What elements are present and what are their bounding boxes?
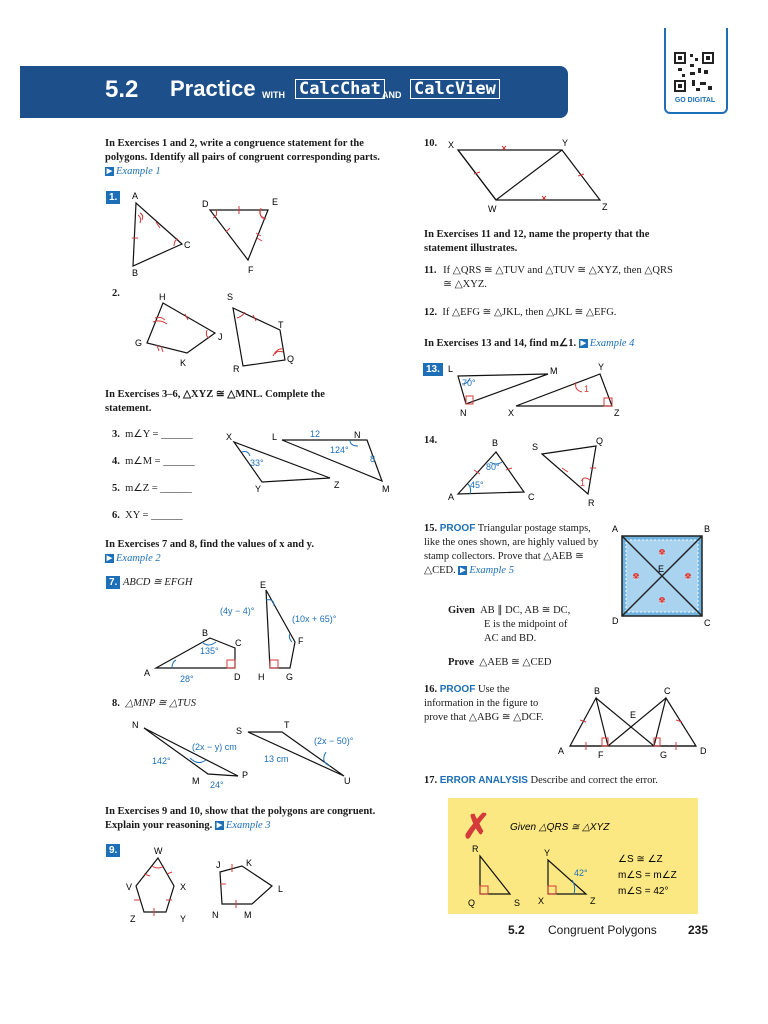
exercise-12-text: If △EFG ≅ △JKL, then △JKL ≅ △EFG. (442, 307, 617, 318)
label-D: D (234, 672, 241, 682)
exercise-number-9[interactable]: 9. (106, 844, 120, 857)
exercise-12 (424, 306, 694, 320)
label-V: V (126, 882, 133, 892)
label-M: M (550, 366, 558, 376)
instruction-ex13-14 (424, 337, 694, 351)
side-13cm: 13 cm (264, 754, 289, 764)
label-Q: Q (596, 436, 604, 446)
label-Y: Y (255, 484, 262, 494)
label-W: W (154, 846, 163, 856)
label-J: J (216, 860, 221, 870)
label-C: C (235, 638, 242, 648)
label-T: T (284, 720, 290, 730)
angle-135: 135° (200, 646, 219, 656)
expression-2x-50: (2x − 50)° (314, 736, 354, 746)
label-E: E (272, 197, 279, 207)
label-M: M (382, 484, 390, 494)
exercise-number-13[interactable]: 13. (423, 363, 443, 376)
figure-ex1 (118, 188, 298, 278)
svg-text:☆: ☆ (684, 572, 693, 582)
label-L: L (272, 432, 278, 442)
label-S: S (236, 726, 243, 736)
label-C: C (528, 492, 535, 502)
exercise-number-2: 2. (112, 288, 120, 299)
exercise-number-16: 16. (424, 684, 438, 695)
label-E: E (658, 564, 665, 574)
svg-text:☆: ☆ (632, 572, 641, 582)
label-N: N (212, 910, 219, 920)
label-Z: Z (334, 480, 340, 490)
figure-ex10 (442, 136, 622, 216)
label-Y: Y (598, 362, 605, 372)
exercise-15 (424, 522, 604, 578)
angle-142: 142° (152, 756, 171, 766)
example-link-icon: ▶ (216, 822, 223, 830)
label-G: G (286, 672, 294, 682)
exercise-8-text: △MNP ≅ △TUS (125, 698, 196, 709)
label-P: P (242, 770, 249, 780)
exercise-number-17: 17. (424, 775, 438, 786)
instruction-text: In Exercises 9 and 10, show that the polygons are congruent. Explain your reasoning. (105, 806, 376, 831)
label-N: N (460, 408, 467, 418)
label-M: M (244, 910, 252, 920)
label-A: A (448, 492, 455, 502)
instruction-ex9-10 (105, 805, 395, 833)
label-L: L (278, 884, 284, 894)
figure-ex2 (125, 288, 305, 378)
given-line-1: AB ∥ DC, AB ≅ DC, (480, 605, 571, 616)
label-X: X (538, 896, 545, 906)
angle-1: 1 (584, 384, 590, 394)
label-W: W (488, 204, 497, 214)
exercise-number-7[interactable]: 7. (106, 576, 120, 589)
angle-80: 80° (486, 462, 500, 472)
label-S: S (514, 898, 521, 908)
exercise-17 (424, 774, 658, 788)
label-J: J (218, 332, 223, 342)
label-C: C (704, 618, 711, 628)
label-T: T (278, 320, 284, 330)
figure-ex16 (556, 684, 716, 760)
figure-ex8 (130, 716, 370, 792)
label-Z: Z (130, 914, 136, 924)
label-R: R (233, 364, 240, 374)
angle-124: 124° (330, 445, 349, 455)
exercise-number-15: 15. (424, 523, 438, 534)
exercise-17-text: Describe and correct the error. (530, 775, 658, 786)
label-R: R (588, 498, 595, 508)
example-link-icon: ▶ (580, 340, 586, 348)
example-link[interactable]: Example 1 (116, 166, 161, 177)
label-K: K (246, 858, 253, 868)
proof-label: PROOF (439, 684, 476, 695)
error-line-3: m∠S = 42° (618, 886, 669, 897)
instruction-ex7-8 (105, 538, 395, 566)
angle-1: 1 (580, 478, 586, 488)
angle-42: 42° (574, 868, 588, 878)
exercise-11 (424, 264, 694, 292)
label-D: D (202, 199, 209, 209)
label-A: A (612, 524, 619, 534)
error-line-2: m∠S = m∠Z (618, 870, 677, 881)
angle-28: 28° (180, 674, 194, 684)
label-Q: Q (287, 354, 295, 364)
error-analysis-label: ERROR ANALYSIS (439, 775, 528, 786)
label-Q: Q (468, 898, 476, 908)
label-D: D (612, 616, 619, 626)
label-H: H (159, 292, 166, 302)
example-link-icon: ▶ (106, 555, 113, 563)
example-link[interactable]: Example 4 (589, 338, 635, 349)
label-D: D (700, 746, 707, 756)
prove-text: △AEB ≅ △CED (479, 657, 552, 668)
exercise-4-text: m∠M = ______ (125, 456, 195, 467)
label-Y: Y (562, 138, 569, 148)
page-number: 235 (688, 923, 709, 937)
label-Z: Z (602, 202, 608, 212)
angle-33: 33° (250, 458, 264, 468)
label-N: N (132, 720, 139, 730)
label-G: G (135, 338, 143, 348)
label-Y: Y (544, 848, 551, 858)
angle-45: 45° (470, 480, 484, 490)
label-L: L (448, 364, 454, 374)
expression-2x-y: (2x − y) cm (192, 742, 237, 752)
exercise-number-12: 12. (424, 307, 438, 318)
example-link[interactable]: Example 5 (469, 565, 514, 576)
side-8: 8 (370, 454, 376, 464)
exercise-3 (112, 428, 193, 442)
prove-label: Prove (448, 657, 475, 668)
svg-text:☆: ☆ (658, 596, 667, 606)
label-X: X (226, 432, 233, 442)
exercise-number-8: 8. (112, 698, 120, 709)
exercise-number-1[interactable]: 1. (106, 191, 120, 204)
label-H: H (258, 672, 265, 682)
exercise-16 (424, 683, 554, 725)
go-digital-label[interactable]: GO DIGITAL (674, 97, 716, 104)
label-A: A (144, 668, 151, 678)
label-G: G (660, 750, 668, 760)
exercise-7-text: ABCD ≅ EFGH (122, 577, 193, 588)
figure-ex15-stamps (606, 522, 716, 628)
with-label: WITH (262, 90, 285, 100)
label-Y: Y (180, 914, 187, 924)
side-12: 12 (310, 429, 321, 439)
label-B: B (704, 524, 711, 534)
error-line-1: ∠S ≅ ∠Z (618, 854, 663, 865)
angle-70: 70° (462, 378, 476, 388)
prove-block (448, 656, 552, 670)
exercise-3-text: m∠Y = ______ (125, 429, 193, 440)
calcview-logo[interactable]: CalcView (410, 79, 500, 99)
label-F: F (298, 636, 304, 646)
exercise-6 (112, 509, 183, 523)
section-title: Practice (170, 76, 256, 101)
svg-text:☆: ☆ (658, 548, 667, 558)
label-E: E (260, 580, 267, 590)
label-K: K (180, 358, 187, 368)
instruction-text: In Exercises 1 and 2, write a congruence statement for the polygons. Identify all pairs of congruent corresponding parts. (105, 138, 380, 163)
exercise-6-text: XY = ______ (125, 510, 183, 521)
label-C: C (664, 686, 671, 696)
exercise-number-11: 11. (424, 265, 437, 276)
instruction-text: In Exercises 13 and 14, find m∠1. (424, 338, 577, 349)
instruction-ex1-2 (105, 137, 390, 179)
figure-ex14 (444, 436, 614, 508)
exercise-number-14: 14. (424, 435, 438, 446)
figure-ex3-6 (222, 426, 402, 496)
proof-label: PROOF (439, 523, 476, 534)
given-block (448, 604, 570, 646)
label-B: B (202, 628, 209, 638)
exercise-8 (112, 697, 196, 711)
instruction-ex11-12: In Exercises 11 and 12, name the property that the statement illustrates. (424, 229, 650, 254)
label-M: M (192, 776, 200, 786)
example-link-icon: ▶ (106, 168, 113, 176)
given-line-2: E is the midpoint of (484, 619, 568, 630)
figure-ex7 (140, 576, 360, 686)
label-X: X (508, 408, 515, 418)
given-line-3: AC and BD. (484, 633, 537, 644)
instruction-ex3-6: In Exercises 3–6, △XYZ ≅ △MNL. Complete the statement. (105, 389, 325, 414)
instruction-text: In Exercises 7 and 8, find the values of x and y. (105, 539, 314, 550)
qr-code-icon[interactable] (672, 50, 716, 94)
example-link[interactable]: Example 2 (116, 553, 161, 564)
example-link[interactable]: Example 3 (225, 820, 271, 831)
label-C: C (184, 240, 191, 250)
exercise-number-5: 5. (112, 483, 120, 494)
figure-ex17 (448, 798, 698, 914)
error-given-text: Given △QRS ≅ △XYZ (510, 822, 610, 833)
label-Z: Z (590, 896, 596, 906)
label-Z: Z (614, 408, 620, 418)
label-E: E (630, 710, 637, 720)
figure-ex13 (444, 362, 634, 422)
angle-24: 24° (210, 780, 224, 790)
label-F: F (598, 750, 604, 760)
exercise-number-6: 6. (112, 510, 120, 521)
label-N: N (354, 430, 361, 440)
label-U: U (344, 776, 351, 786)
footer-section-title: Congruent Polygons (548, 923, 657, 937)
label-R: R (472, 844, 479, 854)
given-label: Given (448, 605, 475, 616)
calcchat-logo[interactable]: CalcChat (295, 79, 385, 99)
expression-4y-4: (4y − 4)° (220, 606, 255, 616)
exercise-number-4: 4. (112, 456, 120, 467)
exercise-16-text: Use the information in the figure to prove that △ABG ≅ △DCF. (424, 684, 544, 723)
exercise-5-text: m∠Z = ______ (125, 483, 192, 494)
exercise-11-text: If △QRS ≅ △TUV and △TUV ≅ △XYZ, then △QRS ≅ △XYZ. (443, 265, 673, 290)
label-B: B (594, 686, 601, 696)
figure-ex9 (122, 846, 302, 926)
expression-10x-65: (10x + 65)° (292, 614, 337, 624)
exercise-number-3: 3. (112, 429, 120, 440)
label-B: B (492, 438, 499, 448)
error-x-icon: ✗ (462, 808, 491, 846)
footer-section-number: 5.2 (508, 923, 525, 937)
label-A: A (558, 746, 565, 756)
label-X: X (448, 140, 455, 150)
exercise-15-text: Triangular postage stamps, like the ones shown, are highly valued by stamp collectors. Prove that △AEB ≅ △CED. (424, 523, 599, 576)
exercise-number-10: 10. (424, 138, 438, 149)
label-S: S (532, 442, 539, 452)
label-S: S (227, 292, 234, 302)
section-number: 5.2 (105, 76, 139, 103)
exercise-4 (112, 455, 195, 469)
and-label: AND (382, 90, 402, 100)
label-A: A (132, 191, 139, 201)
exercise-5 (112, 482, 192, 496)
label-B: B (132, 268, 139, 278)
example-link-icon: ▶ (460, 567, 466, 575)
label-F: F (248, 265, 254, 275)
label-X: X (180, 882, 187, 892)
